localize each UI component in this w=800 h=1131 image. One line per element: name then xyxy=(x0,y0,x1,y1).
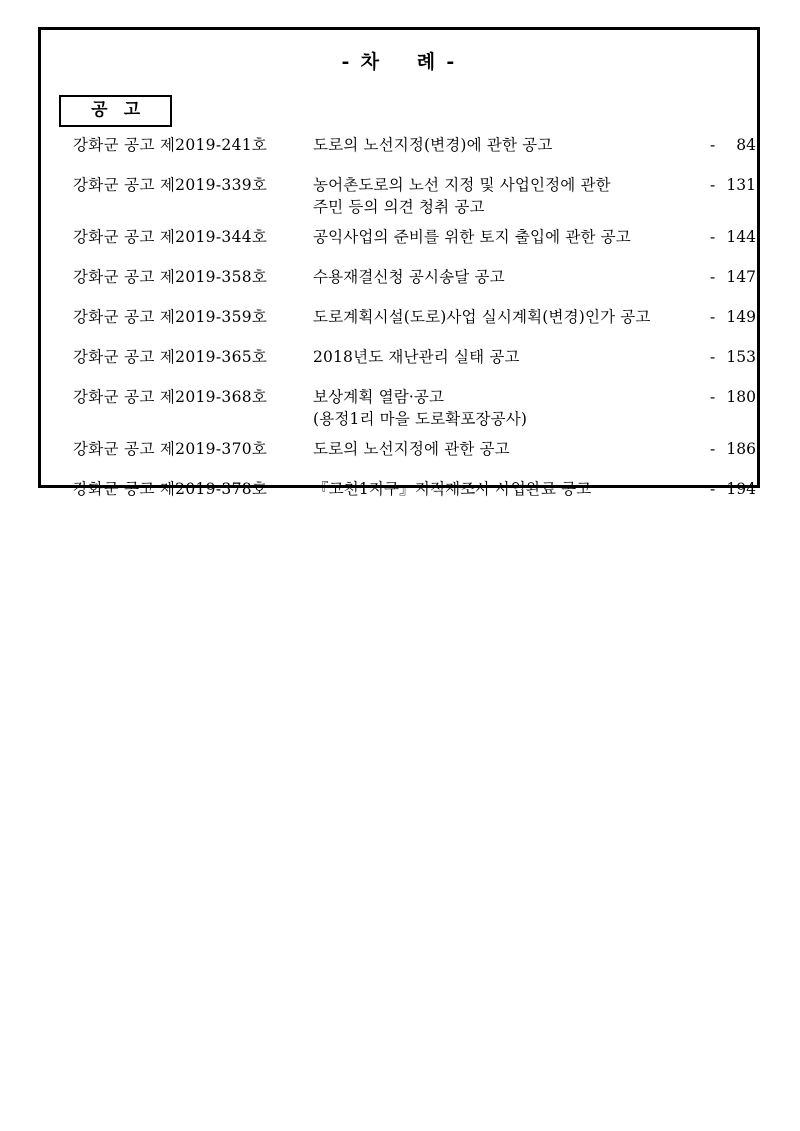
entry-dash: - xyxy=(710,228,716,246)
entry-page-number: 194 xyxy=(726,480,756,498)
entry-title xyxy=(313,266,505,288)
toc-entry[interactable] xyxy=(41,478,757,518)
entry-dash: - xyxy=(710,136,716,154)
entry-reference: 강화군 공고 제2019-241호 xyxy=(73,136,268,154)
entry-dash: - xyxy=(710,268,716,286)
entry-title xyxy=(313,478,591,500)
toc-entry[interactable] xyxy=(41,386,757,438)
entry-reference: 강화군 공고 제2019-339호 xyxy=(73,176,268,194)
entry-title xyxy=(313,226,631,248)
entry-page-number: 153 xyxy=(726,348,756,366)
entry-title-line1: 공익사업의 준비를 위한 토지 출입에 관한 공고 xyxy=(313,228,631,246)
entry-dash: - xyxy=(710,440,716,458)
toc-entry[interactable] xyxy=(41,346,757,386)
entry-reference: 강화군 공고 제2019-359호 xyxy=(73,308,268,326)
entry-title-line1: 도로의 노선지정에 관한 공고 xyxy=(313,440,510,458)
entry-title-line1: 보상계획 열람·공고 xyxy=(313,388,445,406)
entry-title xyxy=(313,174,611,218)
entry-title xyxy=(313,134,552,156)
section-label-gonggo: 공고 xyxy=(59,95,172,127)
entry-dash: - xyxy=(710,480,716,498)
entry-page-number: 186 xyxy=(726,440,756,458)
entry-page-number: 149 xyxy=(726,308,756,326)
entry-title xyxy=(313,306,651,328)
entry-title-line2: (용정1리 마을 도로확포장공사) xyxy=(313,410,528,428)
entry-dash: - xyxy=(710,348,716,366)
entry-title-line1: 도로계획시설(도로)사업 실시계획(변경)인가 공고 xyxy=(313,308,651,326)
entry-page-number: 131 xyxy=(726,176,756,194)
toc-entry[interactable] xyxy=(41,226,757,266)
entry-title-line1: 『고천1지구』지적재조사 사업완료 공고 xyxy=(313,480,592,498)
entry-reference: 강화군 공고 제2019-368호 xyxy=(73,388,268,406)
entry-title-line1: 농어촌도로의 노선 지정 및 사업인정에 관한 xyxy=(313,176,611,194)
entry-page-number: 147 xyxy=(726,268,756,286)
entry-title-line2: 주민 등의 의견 청취 공고 xyxy=(313,198,485,216)
toc-entry[interactable] xyxy=(41,174,757,226)
entry-title xyxy=(313,386,527,430)
entry-dash: - xyxy=(710,388,716,406)
entry-title-line1: 도로의 노선지정(변경)에 관한 공고 xyxy=(313,136,553,154)
entry-reference: 강화군 공고 제2019-378호 xyxy=(73,480,268,498)
entry-page-number: 84 xyxy=(736,136,756,154)
entry-reference: 강화군 공고 제2019-358호 xyxy=(73,268,268,286)
entry-reference: 강화군 공고 제2019-365호 xyxy=(73,348,268,366)
entry-reference: 강화군 공고 제2019-370호 xyxy=(73,440,268,458)
toc-entry-list xyxy=(41,134,757,518)
entry-page-number: 144 xyxy=(726,228,756,246)
page-frame xyxy=(38,27,760,498)
toc-entry[interactable] xyxy=(41,134,757,174)
entry-title xyxy=(313,438,510,460)
entry-title-line1: 수용재결신청 공시송달 공고 xyxy=(313,268,505,286)
entry-dash: - xyxy=(710,308,716,326)
toc-entry[interactable] xyxy=(41,266,757,306)
entry-dash: - xyxy=(710,176,716,194)
entry-reference: 강화군 공고 제2019-344호 xyxy=(73,228,268,246)
entry-page-number: 180 xyxy=(726,388,756,406)
toc-entry[interactable] xyxy=(41,438,757,478)
entry-title xyxy=(313,346,520,368)
toc-entry[interactable] xyxy=(41,306,757,346)
entry-title-line1: 2018년도 재난관리 실태 공고 xyxy=(313,348,520,366)
page-title: - 차 례 - xyxy=(341,51,457,73)
